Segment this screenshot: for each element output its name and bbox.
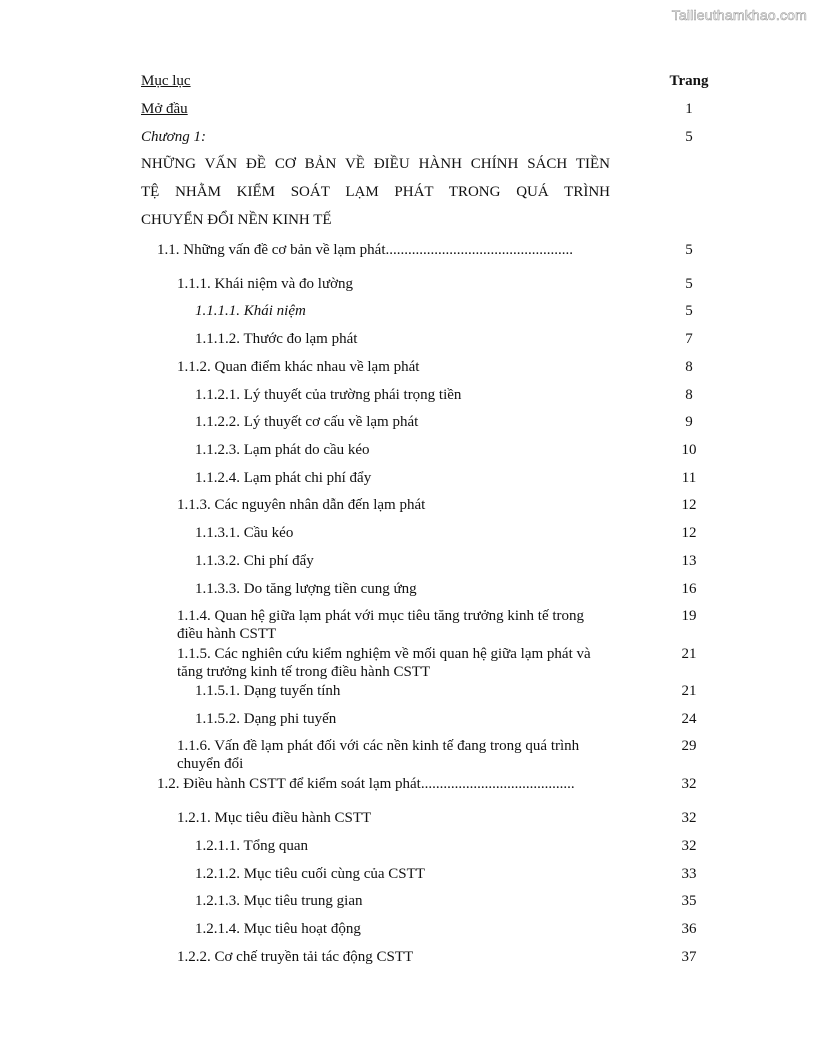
- toc-entry[interactable]: 1.1.1. Khái niệm và đo lường: [177, 276, 354, 292]
- toc-entry[interactable]: 1.1.2.4. Lạm phát chi phí đẩy: [195, 470, 372, 486]
- toc-entry[interactable]: 1.1.5. Các nghiên cứu kiểm nghiệm về mối quan hệ giữa lạm phát và tăng trưởng kinh tế trong điều hành CSTT: [177, 646, 591, 680]
- page-column-label: Trang: [669, 73, 709, 89]
- page-number: 37: [681, 949, 697, 965]
- toc-entry[interactable]: 1.2.1.3. Mục tiêu trung gian: [195, 893, 363, 909]
- page-number: 32: [681, 838, 697, 854]
- page-number: 33: [681, 866, 697, 882]
- toc-entry[interactable]: 1.1.3.2. Chi phí đẩy: [195, 553, 314, 569]
- toc-entry[interactable]: 1.2.1. Mục tiêu điều hành CSTT: [177, 810, 372, 826]
- toc-entry[interactable]: 1.1.1.1. Khái niệm: [195, 303, 306, 319]
- page-number: 5: [685, 242, 693, 258]
- page-number: 10: [681, 442, 697, 458]
- chapter-label[interactable]: Chương 1:: [141, 129, 206, 145]
- page-number: 8: [685, 387, 693, 403]
- page-number: 7: [685, 331, 693, 347]
- page-number: 29: [681, 738, 697, 754]
- page-number: 36: [681, 921, 697, 937]
- toc-entry[interactable]: 1.1.5.2. Dạng phi tuyến: [195, 711, 337, 727]
- toc-entry[interactable]: [177, 607, 595, 643]
- leader-dots: ..................................................: [385, 242, 574, 258]
- toc-entry[interactable]: 1.1.2.3. Lạm phát do cầu kéo: [195, 442, 370, 458]
- toc-entry[interactable]: 1.1.1.2. Thước đo lạm phát: [195, 331, 358, 347]
- toc-entry[interactable]: 1.1.2. Quan điểm khác nhau về lạm phát: [177, 359, 420, 375]
- chapter-title-line: CHUYỂN ĐỔI NỀN KINH TẾ: [141, 212, 332, 228]
- page-number: 21: [681, 683, 697, 699]
- page-number: 13: [681, 553, 697, 569]
- page-number: 1: [685, 101, 693, 117]
- leader-dots: .........................................: [420, 776, 575, 792]
- toc-entry[interactable]: [157, 775, 575, 793]
- watermark: Tailieuthamkhao.com: [671, 7, 807, 23]
- toc-entry-text: 1.1. Những vấn đề cơ bản về lạm phát: [157, 242, 386, 258]
- page-number: 9: [685, 414, 693, 430]
- chapter-title-line: NHỮNG VẤN ĐỀ CƠ BẢN VỀ ĐIỀU HÀNH CHÍNH SÁCH TIỀN: [141, 156, 610, 172]
- toc-entry[interactable]: [157, 241, 573, 259]
- toc-entry[interactable]: 1.1.2.1. Lý thuyết của trường phái trọng tiền: [195, 387, 462, 403]
- page-number: 32: [681, 810, 697, 826]
- toc-entry[interactable]: 1.1.6. Vấn đề lạm phát đối với các nền kinh tế đang trong quá trình chuyển đổi: [177, 738, 580, 772]
- page-number: 8: [685, 359, 693, 375]
- page-number: 32: [681, 776, 697, 792]
- toc-entry[interactable]: 1.2.2. Cơ chế truyền tải tác động CSTT: [177, 949, 414, 965]
- toc-entry[interactable]: 1.1.3.3. Do tăng lượng tiền cung ứng: [195, 581, 417, 597]
- page-number: 24: [681, 711, 697, 727]
- chapter-title-line: TỆ NHẰM KIỂM SOÁT LẠM PHÁT TRONG QUÁ TRÌNH: [141, 184, 610, 200]
- toc-entry[interactable]: 1.2.1.2. Mục tiêu cuối cùng của CSTT: [195, 866, 425, 882]
- toc-entry-text: 1.1.4. Quan hệ giữa lạm phát với mục tiêu tăng trưởng kinh tế trong điều hành CSTT: [177, 608, 585, 642]
- page-number: 5: [685, 303, 693, 319]
- page-number: 16: [681, 581, 697, 597]
- toc-entry-text: 1.2. Điều hành CSTT để kiểm soát lạm phát: [157, 776, 421, 792]
- toc-entry[interactable]: 1.2.1.4. Mục tiêu hoạt động: [195, 921, 361, 937]
- page-number: 35: [681, 893, 697, 909]
- page-number: 5: [685, 129, 693, 145]
- page-number: 11: [681, 470, 697, 486]
- page-number: 21: [681, 646, 697, 662]
- toc-label: Mục lục: [141, 73, 191, 89]
- toc-entry[interactable]: 1.1.2.2. Lý thuyết cơ cấu về lạm phát: [195, 414, 419, 430]
- toc-entry[interactable]: 1.1.3. Các nguyên nhân dẫn đến lạm phát: [177, 497, 426, 513]
- toc-entry[interactable]: 1.1.3.1. Cầu kéo: [195, 525, 294, 541]
- page-number: 12: [681, 525, 697, 541]
- page-number: 5: [685, 276, 693, 292]
- page-number: 19: [681, 608, 697, 624]
- toc-entry[interactable]: 1.2.1.1. Tổng quan: [195, 838, 309, 854]
- page-number: 12: [681, 497, 697, 513]
- toc-entry-intro[interactable]: Mở đầu: [141, 101, 188, 117]
- toc-entry[interactable]: 1.1.5.1. Dạng tuyến tính: [195, 683, 341, 699]
